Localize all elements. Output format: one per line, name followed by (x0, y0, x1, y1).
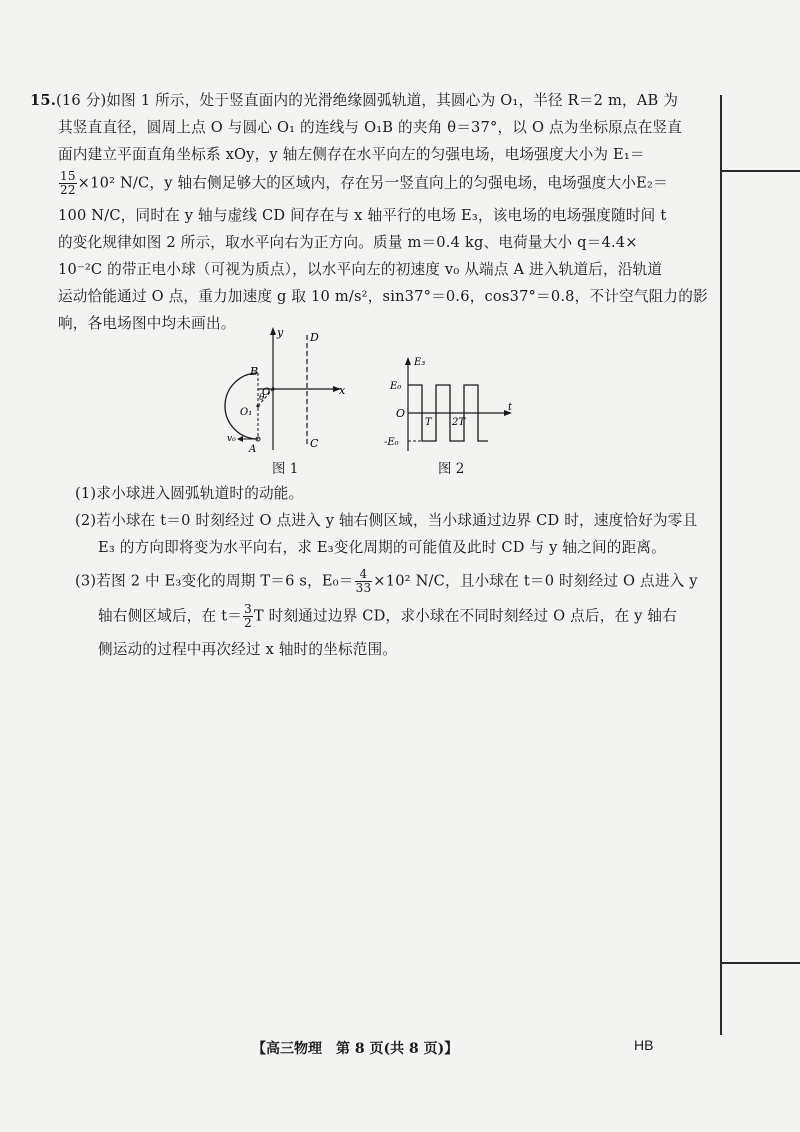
stem-line: 面内建立平面直角坐标系 xOy，y 轴左侧存在水平向左的匀强电场，电场强度大小为 E₁＝ (58, 146, 645, 163)
label-2t: 2T (452, 417, 466, 428)
part-3-text: T 时刻通过边界 CD，求小球在不同时刻经过 O 点后，在 y 轴右 (253, 607, 678, 625)
question-line-3 (58, 142, 645, 168)
arc-track (225, 373, 258, 439)
part-3-line-3: 侧运动的过程中再次经过 x 轴时的坐标范围。 (98, 641, 398, 658)
figure-2-caption: 图 2 (438, 461, 465, 477)
part-3-text: 轴右侧区域后，在 t＝ (98, 607, 243, 625)
part-3-text: (3)若图 2 中 E₃变化的周期 T＝6 s，E₀＝ (75, 572, 354, 590)
part-2-line-1: (2)若小球在 t＝0 时刻经过 O 点进入 y 轴右侧区域，当小球通过边界 CD 时，速度恰好为零且 (75, 512, 698, 529)
fraction-numerator: 15 (60, 169, 76, 183)
figure-2 (378, 355, 518, 455)
stem-line: 其竖直直径，圆周上点 O 与圆心 O₁ 的连线与 O₁B 的夹角 θ＝37°，以 O 点为坐标原点在竖直 (58, 119, 683, 136)
stem-line: 100 N/C，同时在 y 轴与虚线 CD 间存在与 x 轴平行的电场 E₃，该电场的电场强度随时间 t (58, 207, 667, 224)
part-3-line-1 (75, 568, 698, 595)
binding-line-vertical (720, 95, 722, 1035)
part-1: (1)求小球进入圆弧轨道时的动能。 (75, 485, 304, 502)
label-c: C (310, 437, 319, 450)
question-line-5 (58, 203, 666, 229)
label-y: y (277, 326, 284, 339)
point-o-dot (271, 387, 274, 390)
figure-1-caption: 图 1 (272, 461, 299, 477)
label-neg-e0: -E₀ (384, 437, 399, 448)
y-axis-arrow (270, 327, 276, 335)
stem-line: 的变化规律如图 2 所示，取水平向右为正方向。质量 m＝0.4 kg、电荷量大小 q＝4.4× (58, 234, 638, 251)
question-line-4 (58, 170, 668, 197)
figure-1 (215, 325, 355, 455)
label-t-axis: t (508, 402, 513, 413)
paper-code: HB (634, 1037, 654, 1053)
label-t-period: T (425, 417, 432, 428)
stem-line: 运动恰能通过 O 点，重力加速度 g 取 10 m/s²，sin37°＝0.6，cos37°＝0.8，不计空气阻力的影 (58, 288, 708, 305)
label-x: x (339, 384, 346, 397)
label-v0: v₀ (227, 434, 236, 444)
e1-fraction (59, 170, 77, 197)
center-o1-dot (256, 404, 259, 407)
label-e3: E₃ (414, 357, 426, 368)
binding-line-upper (720, 170, 800, 172)
label-o1: O₁ (240, 407, 253, 418)
question-line-6 (58, 230, 638, 256)
page-footer: 【高三物理 第 8 页(共 8 页)】 (252, 1041, 459, 1057)
v0-arrowhead (237, 436, 243, 442)
question-number: 15. (30, 92, 56, 109)
time-fraction (243, 603, 253, 630)
fraction-denominator: 22 (60, 183, 76, 197)
part-2-line-2: E₃ 的方向即将变为水平向右，求 E₃变化周期的可能值及此时 CD 与 y 轴之间的距离。 (98, 539, 666, 556)
question-line-2 (58, 115, 682, 141)
fraction-numerator: 3 (244, 602, 252, 616)
question-line-1 (30, 88, 678, 114)
binding-line-lower (720, 962, 800, 964)
question-line-8 (58, 284, 708, 310)
stem-line: 10⁻²C 的带正电小球（可视为质点），以水平向左的初速度 v₀ 从端点 A 进入轨道后，沿轨道 (58, 261, 663, 278)
label-theta: θ (259, 393, 265, 403)
label-d: D (310, 331, 319, 344)
stem-line: 响，各电场图中均未画出。 (58, 315, 236, 332)
stem-line: ×10² N/C，y 轴右侧足够大的区域内，存在另一竖直向上的匀强电场，电场强度大小E₂＝ (77, 174, 668, 192)
label-a: A (249, 444, 257, 455)
label-e0: E₀ (390, 381, 402, 392)
fraction-denominator: 2 (244, 616, 252, 630)
question-score: (16 分) (56, 92, 107, 109)
label-o: O (262, 387, 271, 398)
e3-axis-arrow (405, 357, 411, 365)
question-line-9 (58, 311, 236, 337)
e0-fraction (355, 568, 373, 595)
fraction-numerator: 4 (355, 568, 373, 582)
part-3-text: ×10² N/C，且小球在 t＝0 时刻经过 O 点进入 y (373, 572, 698, 590)
part-3-line-2 (98, 603, 677, 630)
stem-line: 如图 1 所示，处于竖直面内的光滑绝缘圆弧轨道，其圆心为 O₁，半径 R＝2 m，AB 为 (106, 92, 679, 109)
label-origin: O (396, 407, 406, 420)
fraction-denominator: 33 (355, 581, 372, 595)
label-b: B (250, 365, 259, 378)
question-line-7 (58, 257, 662, 283)
